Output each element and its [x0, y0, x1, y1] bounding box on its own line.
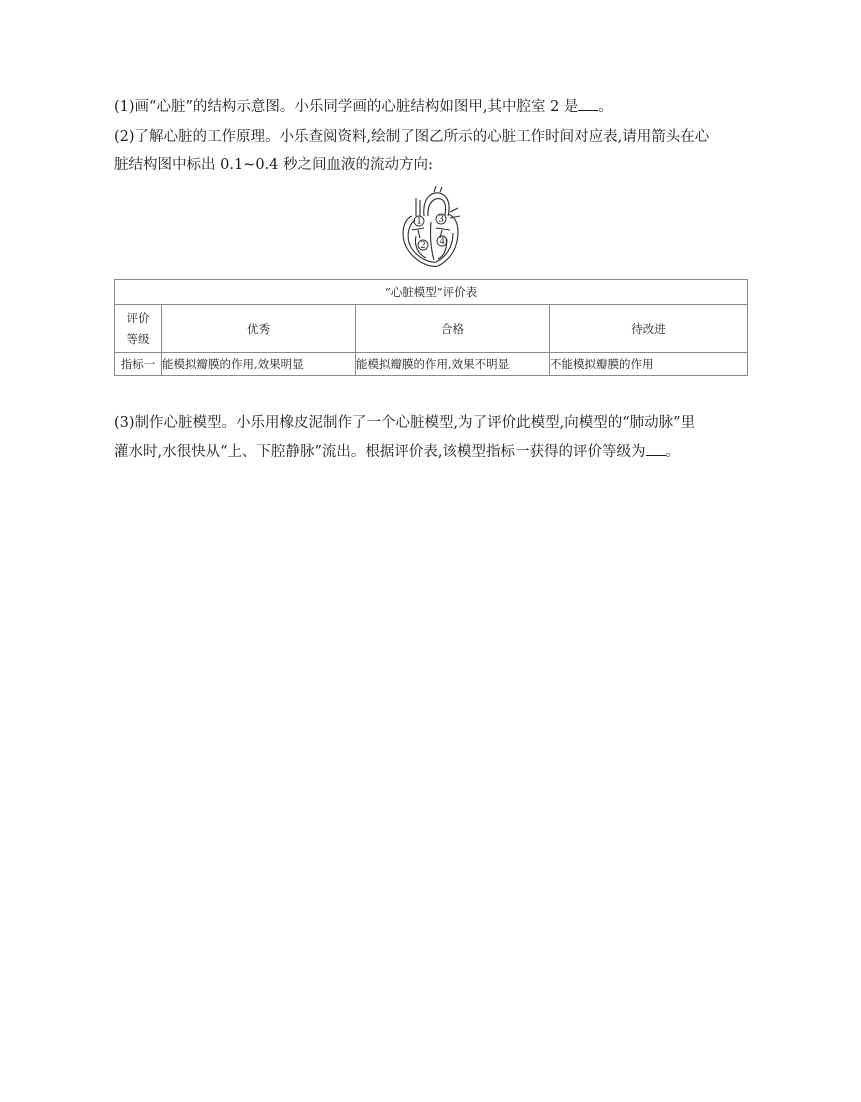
- question-3-line-1: (3)制作心脏模型。小乐用橡皮泥制作了一个心脏模型,为了评价此模型,向模型的“肺动脉”里: [114, 415, 696, 431]
- question-3-line-2-text: 灌水时,水很快从“上、下腔静脉”流出。根据评价表,该模型指标一获得的评价等级为: [114, 444, 646, 460]
- level-excellent: 优秀: [162, 305, 356, 353]
- answer-blank-3[interactable]: [646, 441, 666, 456]
- heart-diagram: [398, 186, 462, 270]
- cell-excellent: 能模拟瓣膜的作用,效果明显: [162, 353, 356, 376]
- vessel-right: [450, 208, 460, 218]
- grade-header-line-1: 评价: [126, 310, 150, 325]
- cell-qualified: 能模拟瓣膜的作用,效果不明显: [356, 353, 550, 376]
- cell-needs-improvement: 不能模拟瓣膜的作用: [550, 353, 748, 376]
- question-2-line-2: 脏结构图中标出 0.1~0.4 秒之间血液的流动方向:: [114, 157, 433, 173]
- vessel-left: [416, 198, 420, 216]
- valve-left: [412, 228, 424, 238]
- indicator-label: 指标一: [115, 353, 162, 376]
- question-1-text: (1)画“心脏”的结构示意图。小乐同学画的心脏结构如图甲,其中腔室 2 是: [114, 99, 579, 115]
- question-3-end: 。: [665, 444, 681, 460]
- heart-label-2: 2: [420, 240, 426, 251]
- grade-header: [115, 305, 162, 353]
- heart-label-1: 1: [416, 216, 422, 227]
- grade-header-line-2: 等级: [126, 331, 150, 346]
- evaluation-table: [114, 279, 748, 376]
- question-2-line-1: (2)了解心脏的工作原理。小乐查阅资料,绘制了图乙所示的心脏工作时间对应表,请用箭头在心: [114, 129, 710, 145]
- vessel-pulmonary: [434, 186, 442, 192]
- answer-blank-1[interactable]: [578, 96, 598, 111]
- level-needs-improvement: 待改进: [550, 305, 748, 353]
- table-row: [115, 353, 748, 376]
- table-caption: “心脏模型”评价表: [115, 280, 748, 305]
- question-3-line-2: [114, 439, 754, 466]
- question-1-end: 。: [598, 99, 613, 115]
- level-qualified: 合格: [356, 305, 550, 353]
- heart-label-4: 4: [439, 236, 445, 247]
- heart-label-3: 3: [438, 214, 444, 225]
- septum: [430, 222, 434, 260]
- question-1: [114, 94, 754, 121]
